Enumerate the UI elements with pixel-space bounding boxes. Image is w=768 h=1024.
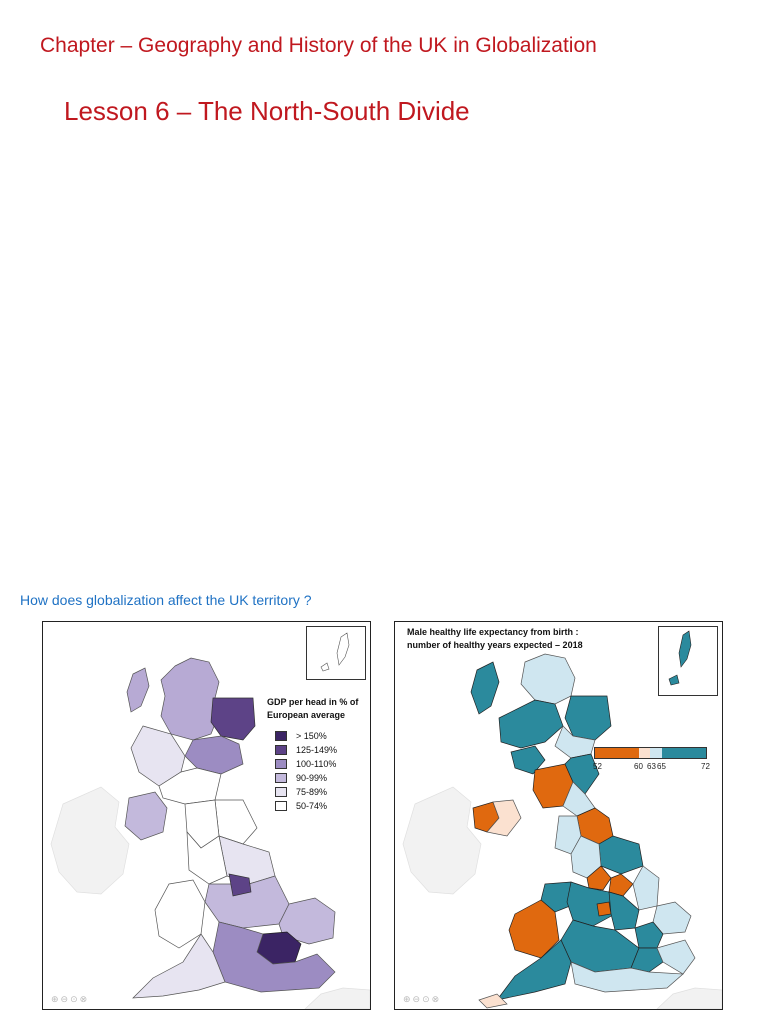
map-tools[interactable]: ⊕⊖⊙⊗ [403,994,442,1004]
france-background [657,988,722,1009]
scale-segment-mid-low [639,748,650,758]
region-hebrides [127,668,149,712]
region-yorkshire [219,836,275,884]
france-background [305,988,370,1009]
gdp-per-head-map [42,621,371,1010]
gdp-legend-item [275,786,327,797]
gdp-legend-swatch [275,773,287,783]
lesson-title: Lesson 6 – The North-South Divide [64,96,470,126]
shetland-inset [306,626,366,680]
region-lincolnshire [633,866,659,910]
scale-tick-label: 63 [647,762,656,771]
region-birmingham [597,902,611,916]
scale-segment-mid-high [650,748,661,758]
region-north-east-scotland [565,696,611,740]
life-map-title-line-2: number of healthy years expected – 2018 [407,640,583,650]
gdp-legend-label: > 150% [296,730,327,741]
life-expectancy-scale [594,747,707,759]
region-north-east-scotland [211,698,255,740]
ireland-background [51,787,129,894]
life-map-title [407,626,583,652]
gdp-legend-label: 90-99% [296,772,328,783]
gdp-legend-title-line-1: GDP per head in % of [267,697,359,707]
scale-tick-label: 72 [701,762,710,771]
life-map-title-line-1: Male healthy life expectancy from birth : [407,627,579,637]
gdp-legend-item [275,758,336,769]
gdp-legend-label: 75-89% [296,786,328,797]
region-eastern-scotland [185,736,243,774]
gdp-legend-swatch [275,759,287,769]
gdp-legend-label: 100-110% [296,758,337,769]
scale-tick-label: 65 [657,762,666,771]
region-highlands [521,654,575,704]
gdp-legend-item [275,730,327,741]
region-hebrides [471,662,499,714]
gdp-legend-title-line-2: European average [267,710,346,720]
region-north-yorkshire [599,836,643,874]
region-kent [657,940,695,974]
region-wales [155,880,205,948]
gdp-legend-swatch [275,801,287,811]
region-northern-ireland [125,792,167,840]
gdp-legend-item [275,800,327,811]
gdp-legend-title [267,696,358,722]
gdp-legend-item [275,772,327,783]
gdp-legend-item [275,744,337,755]
scale-tick-label: 60 [634,762,643,771]
chapter-title: Chapter – Geography and History of the UK in Globalization [40,34,597,57]
scale-segment-low [595,748,639,758]
gdp-map-drawing [43,622,370,1009]
life-expectancy-map [394,621,723,1010]
shetland-inset [658,626,718,696]
map-tools[interactable]: ⊕⊖⊙⊗ [51,994,90,1004]
region-east-midlands [609,892,639,930]
region-highlands [161,658,219,740]
scale-tick-label: 52 [593,762,602,771]
gdp-legend-swatch [275,731,287,741]
question-text: How does globalization affect the UK territory ? [20,592,312,608]
gdp-legend-label: 125-149% [296,744,338,755]
scale-segment-high [662,748,706,758]
gdp-legend-swatch [275,745,287,755]
gdp-legend-swatch [275,787,287,797]
ireland-background [403,787,481,894]
gdp-legend-label: 50-74% [296,800,328,811]
region-argyll [499,700,563,748]
